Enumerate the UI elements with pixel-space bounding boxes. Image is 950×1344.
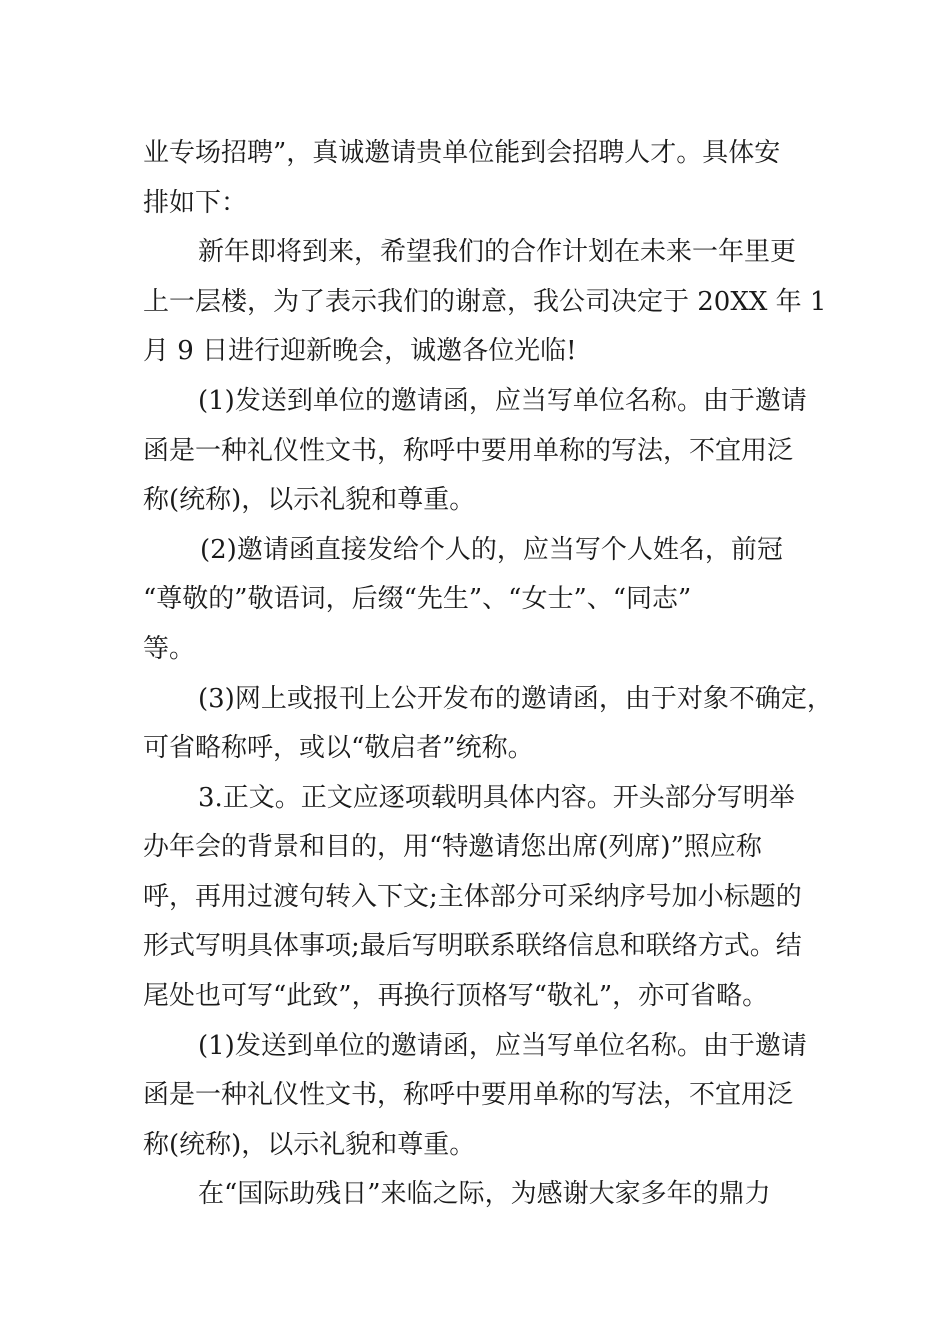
text-line: 函是一种礼仪性文书，称呼中要用单称的写法，不宜用泛	[143, 436, 794, 466]
text-line: 新年即将到来，希望我们的合作计划在未来一年里更	[198, 237, 797, 267]
text-line: 月 9 日进行迎新晚会，诚邀各位光临!	[143, 336, 577, 366]
text-line: 在“国际助残日”来临之际，为感谢大家多年的鼎力	[198, 1179, 771, 1209]
text-line: (3)网上或报刊上公开发布的邀请函，由于对象不确定，	[198, 684, 833, 714]
text-line: (1)发送到单位的邀请函，应当写单位名称。由于邀请	[198, 1031, 807, 1061]
text-line: 尾处也可写“此致”，再换行顶格写“敬礼”，亦可省略。	[143, 981, 769, 1011]
text-line: 3.正文。正文应逐项载明具体内容。开头部分写明举	[198, 783, 795, 813]
text-line: 称(统称)，以示礼貌和尊重。	[143, 1130, 476, 1160]
text-line: 上一层楼，为了表示我们的谢意，我公司决定于 20XX 年 1	[143, 287, 827, 317]
text-line: “尊敬的”敬语词，后缀“先生”、“女士”、“同志”	[143, 584, 692, 614]
text-line: 可省略称呼，或以“敬启者”统称。	[143, 733, 534, 763]
text-line: 排如下：	[143, 188, 248, 218]
text-line: 等。	[143, 634, 196, 664]
text-line: 呼，再用过渡句转入下文;主体部分可采纳序号加小标题的	[143, 882, 802, 912]
text-line: 办年会的背景和目的，用“特邀请您出席(列席)”照应称	[143, 832, 762, 862]
text-line: (2)邀请函直接发给个人的，应当写个人姓名，前冠	[200, 535, 783, 565]
text-line: 业专场招聘”，真诚邀请贵单位能到会招聘人才。具体安	[143, 138, 781, 168]
text-line: 称(统称)，以示礼貌和尊重。	[143, 485, 476, 515]
text-line: 函是一种礼仪性文书，称呼中要用单称的写法，不宜用泛	[143, 1080, 794, 1110]
text-line: (1)发送到单位的邀请函，应当写单位名称。由于邀请	[198, 386, 807, 416]
text-line: 形式写明具体事项;最后写明联系联络信息和联络方式。结	[143, 931, 802, 961]
